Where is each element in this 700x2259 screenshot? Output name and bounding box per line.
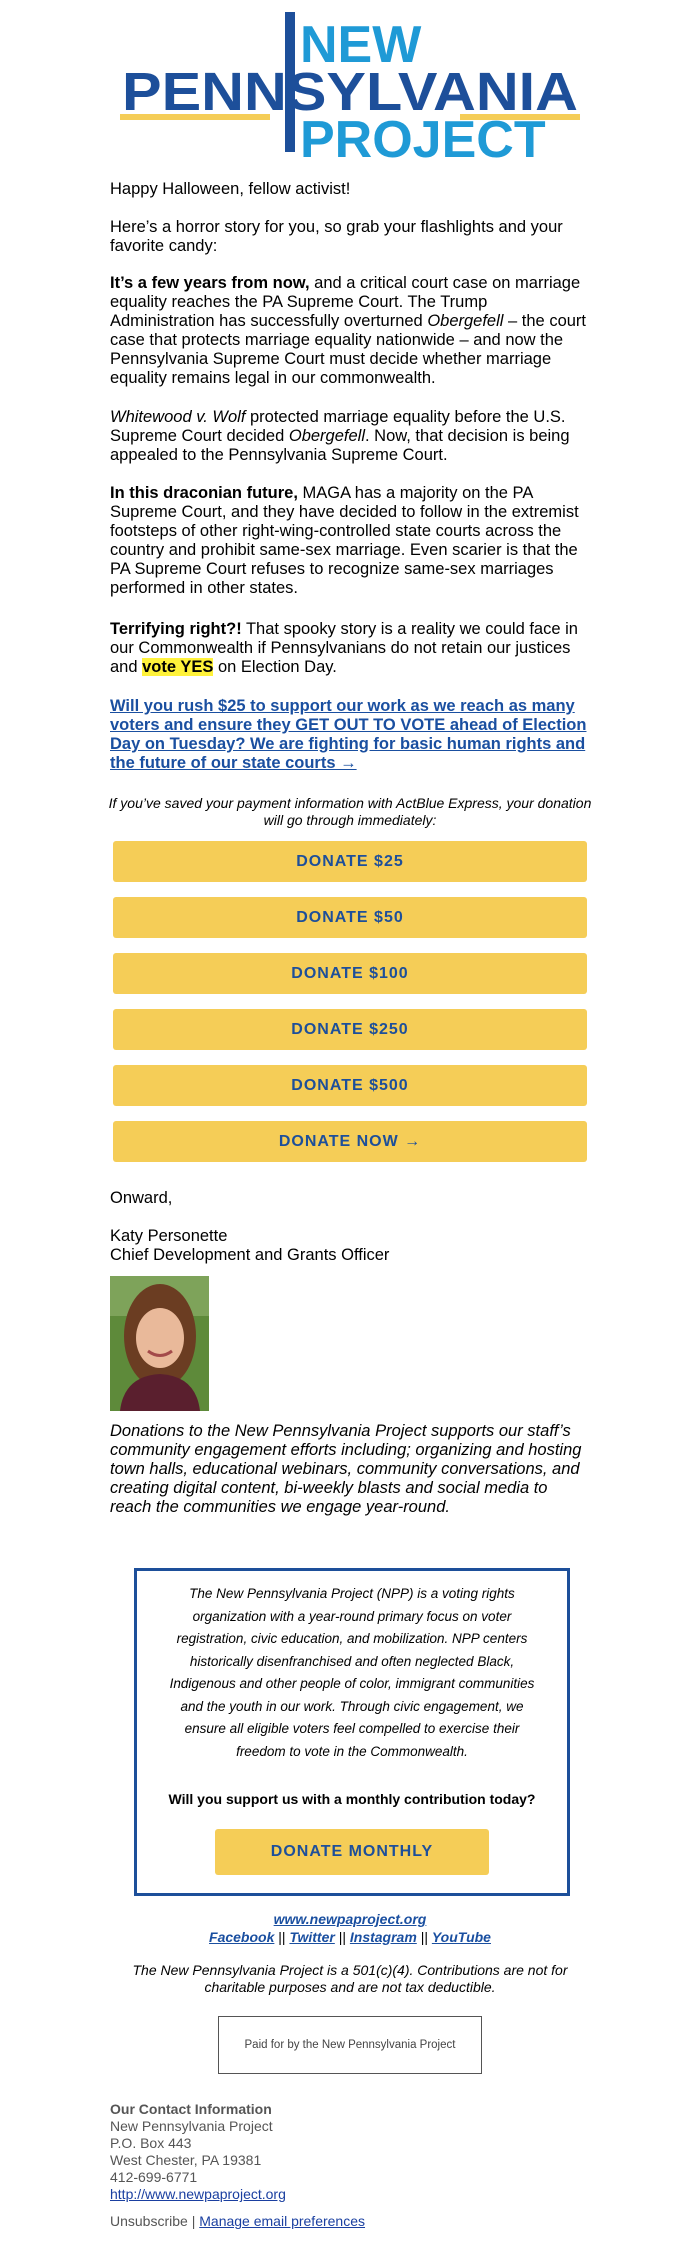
signer-photo — [110, 1276, 209, 1411]
logo-line3: PROJECT — [300, 111, 546, 162]
actblue-express-note: If you’ve saved your payment information with ActBlue Express, your donation will go through immediately: — [108, 795, 592, 828]
signer-name: Katy Personette — [110, 1227, 228, 1245]
paragraph-whitewood: Whitewood v. Wolf protected marriage equality before the U.S. Supreme Court decided Obergefell. Now, that decision is being appealed to the Pennsylvania Supreme Court. — [110, 408, 570, 464]
donate-50-button[interactable]: DONATE $50 — [113, 897, 587, 938]
contact-phone: 412-699-6771 — [110, 2169, 198, 2185]
logo-line2: PENNSYLVANIA — [122, 62, 578, 122]
manage-preferences-link[interactable]: Manage email preferences — [199, 2213, 366, 2229]
about-box — [134, 1568, 570, 1896]
paid-for-box: Paid for by the New Pennsylvania Project — [218, 2016, 482, 2074]
donate-100-button[interactable]: DONATE $100 — [113, 953, 587, 994]
about-text: The New Pennsylvania Project (NPP) is a voting rights organization with a year-round primary focus on voter registration, civic education, and mobilization. NPP centers historically disenfranchised and often neglected Black, Indigenous and other people of color, immigrant communities and the youth in our work. Through civic engagement, we ensure all eligible voters feel compelled to exercise their freedom to vote in the Commonwealth. — [169, 1586, 535, 1759]
instagram-link[interactable]: Instagram — [349, 1929, 417, 1945]
contact-city: West Chester, PA 19381 — [110, 2152, 262, 2168]
donate-500-button[interactable]: DONATE $500 — [113, 1065, 587, 1106]
intro-paragraph: Here’s a horror story for you, so grab your flashlights and your favorite candy: — [110, 218, 563, 255]
vote-yes-highlight: vote YES — [142, 658, 214, 676]
youtube-link[interactable]: YouTube — [431, 1929, 491, 1945]
donate-now-button[interactable]: DONATE NOW → — [113, 1121, 587, 1162]
social-separator: || — [278, 1929, 286, 1945]
facebook-link[interactable]: Facebook — [209, 1929, 275, 1945]
website-link[interactable]: www.newpaproject.org — [273, 1911, 427, 1927]
monthly-ask: Will you support us with a monthly contribution today? — [168, 1791, 536, 1807]
contact-org: New Pennsylvania Project — [110, 2118, 273, 2134]
paragraph-future: It’s a few years from now, and a critical court case on marriage equality reaches the PA Supreme Court. The Trump Administration has successfully overturned Obergefell – the court case that protects marriage equality nationwide – and now the Pennsylvania Supreme Court must decide whether marriage equality remains legal in our commonwealth. — [110, 274, 587, 387]
social-row — [105, 1929, 595, 1945]
contact-url-link[interactable]: http://www.newpaproject.org — [110, 2186, 286, 2202]
signer-title: Chief Development and Grants Officer — [110, 1246, 390, 1264]
donate-monthly-button[interactable]: DONATE MONTHLY — [215, 1829, 489, 1875]
footer-separator: | — [191, 2213, 196, 2229]
contact-heading: Our Contact Information — [110, 2101, 272, 2117]
donate-cta-link[interactable]: Will you rush $25 to support our work as we reach as many voters and ensure they GET OUT TO VOTE ahead of Election Day on Tuesday? We are fighting for basic human rights and the future of our state courts → — [110, 697, 587, 772]
paragraph-draconian: In this draconian future, MAGA has a majority on the PA Supreme Court, and they have decided to follow in the extremist footsteps of other right-wing-controlled state courts across the country and prohibit same-sex marriage. Even scarier is that the PA Supreme Court refuses to recognize same-sex marriages performed in other states. — [110, 484, 579, 597]
contact-info — [110, 2101, 365, 2230]
npp-logo — [120, 12, 580, 162]
cta-container — [110, 697, 590, 773]
signoff: Onward, — [110, 1189, 173, 1207]
tax-disclaimer: The New Pennsylvania Project is a 501(c)(4). Contributions are not for charitable purposes and are not tax deductible. — [132, 1962, 568, 1995]
website-row — [105, 1911, 595, 1927]
logo-line1: NEW — [300, 16, 422, 74]
contact-po: P.O. Box 443 — [110, 2135, 192, 2151]
greeting: Happy Halloween, fellow activist! — [110, 180, 351, 198]
unsubscribe-link[interactable]: Unsubscribe — [110, 2213, 188, 2229]
social-separator: || — [338, 1929, 346, 1945]
donate-250-button[interactable]: DONATE $250 — [113, 1009, 587, 1050]
paragraph-terrifying: Terrifying right?! That spooky story is a reality we could face in our Commonwealth if Pennsylvanians do not retain our justices and vote YES on Election Day. — [110, 620, 578, 676]
twitter-link[interactable]: Twitter — [289, 1929, 335, 1945]
donate-25-button[interactable]: DONATE $25 — [113, 841, 587, 882]
donations-note: Donations to the New Pennsylvania Project supports our staff’s community engagement efforts including; organizing and hosting town halls, educational webinars, community conversations, and creating digital content, bi-weekly blasts and social media to reach the communities we engage year-round. — [110, 1422, 582, 1516]
social-separator: || — [420, 1929, 428, 1945]
